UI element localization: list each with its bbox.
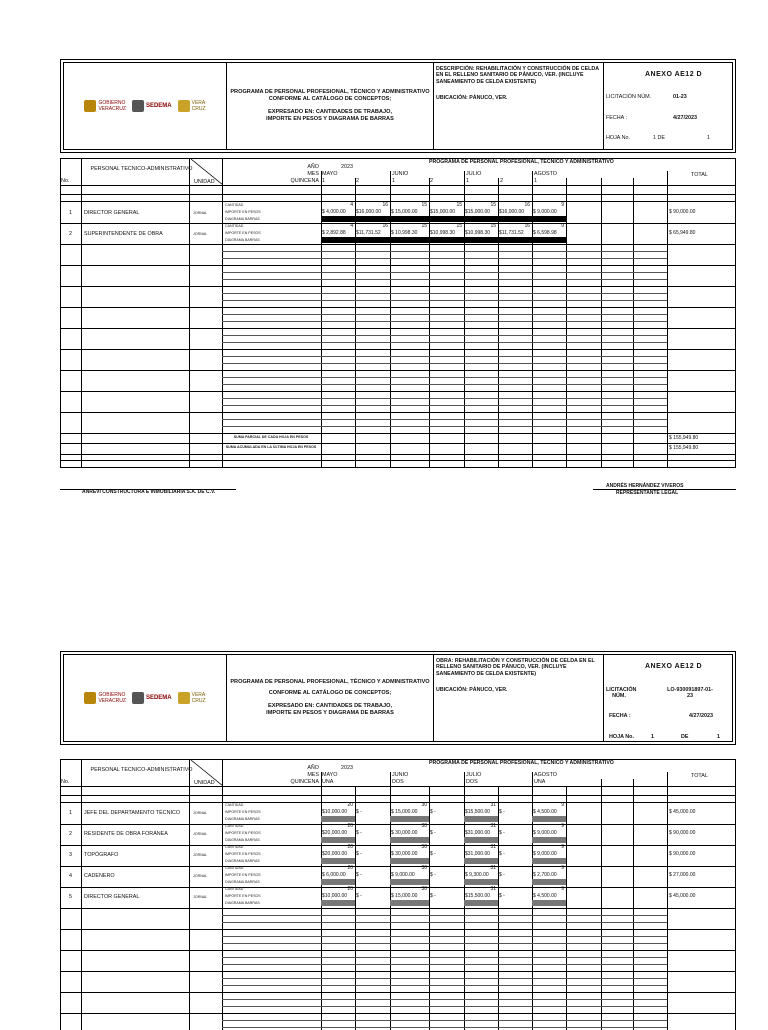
row3-bar-1 [321, 858, 355, 864]
row1-bar-2 [390, 816, 429, 822]
row4-imp-1: $ 6,000.00 [322, 872, 346, 878]
no-header: No. [61, 779, 70, 785]
anexo-label: ANEXO AE12 D [645, 663, 703, 670]
row2-no: 2 [69, 231, 72, 237]
row1-imp-5: $15,500.00 [465, 809, 491, 815]
logos [64, 655, 227, 741]
row1-name: DIRECTOR GENERAL [84, 210, 140, 216]
title-line-2: CONFORME AL CATÁLOGO DE CONCEPTOS; [268, 96, 392, 103]
row1-importe-label: IMPORTE EN PESOS [225, 210, 261, 214]
row5-imp-5: $15,500.00 [465, 893, 491, 899]
row1-bar-3 [464, 816, 498, 822]
row2-imp-3: $ 10,998.30 [391, 230, 418, 236]
row3-bar-4 [532, 858, 566, 864]
month-junio: JUNIO [392, 171, 409, 177]
quincena-2: 2 [356, 178, 359, 184]
rep-title: REPRESENTANTE LEGAL [616, 490, 679, 496]
sub-row-line [222, 384, 667, 385]
sub-row-line [222, 419, 667, 420]
row4-imp-6: $ - [499, 872, 505, 878]
month-julio: JULIO [466, 171, 482, 177]
suma-parcial-value: $ 155,949.80 [669, 435, 699, 441]
row2-total: $ 90,000.00 [669, 830, 696, 836]
row2-cant-1: 20 [347, 823, 353, 829]
hoja-value: 1 [651, 734, 654, 740]
expresado-line-2: IMPORTE EN PESOS Y DIAGRAMA DE BARRAS [266, 709, 394, 716]
row2-total: $ 65,949.80 [669, 230, 696, 236]
hoja-total: 1 [707, 135, 710, 141]
row4-imp-5: $ 9,300.00 [465, 872, 489, 878]
row2-cant-3: 30 [421, 823, 427, 829]
sub-row-line [222, 1020, 667, 1021]
row2-cant-7: 9 [561, 223, 564, 229]
ubicacion-text: UBICACIÓN: PÁNUCO, VER. [436, 687, 508, 694]
sheet-header [60, 59, 736, 153]
sub-row-line [222, 978, 667, 979]
sub-row-line [222, 272, 667, 273]
description-box [434, 655, 604, 741]
suma-parcial-label: SUMA PARCIAL DE CADA HOJA EN PESOS [233, 435, 309, 439]
row3-imp-4: $ - [430, 851, 436, 857]
row1-cant-3: 15 [421, 202, 427, 208]
row1-cant-5: 31 [490, 802, 496, 808]
row5-imp-4: $ - [430, 893, 436, 899]
row4-imp-2: $ - [356, 872, 362, 878]
sub-row-line [222, 915, 667, 916]
ano-value: 2023 [341, 164, 353, 170]
month-agosto: AGOSTO [534, 171, 557, 177]
row5-cant-1: 20 [347, 886, 353, 892]
quincena-3: 1 [392, 178, 395, 184]
row3-cant-5: 31 [490, 844, 496, 850]
row4-cant-7: 9 [561, 865, 564, 871]
row3-imp-1: $20,000.00 [322, 851, 348, 857]
month-agosto: AGOSTO [534, 772, 557, 778]
row2-imp-7: $ 6,598.98 [533, 230, 557, 236]
diagonal-line [191, 159, 223, 185]
month-mayo: MAYO [322, 772, 338, 778]
row2-bar [321, 237, 566, 243]
veracruz-gobierno-logo: GOBIERNO VERACRUZ [84, 692, 126, 704]
row1-cant-1: 4 [350, 202, 353, 208]
row3-name: TOPÓGRAFO [84, 852, 119, 858]
quincena-3: DOS [466, 779, 478, 785]
row4-cant-3: 30 [421, 865, 427, 871]
title-line-1: PROGRAMA DE PERSONAL PROFESIONAL, TÉCNICO Y ADMINISTRATIVO [230, 89, 430, 96]
quincena-label: QUINCENA [290, 779, 319, 785]
row2-bar-3 [464, 837, 498, 843]
row3-total: $ 90,000.00 [669, 851, 696, 857]
row1-cantidad-label: CANTIDAD [225, 803, 244, 807]
row2-cant-1: 4 [350, 223, 353, 229]
row3-imp-2: $ - [356, 851, 362, 857]
sedema-logo: SEDEMA [132, 100, 172, 112]
row3-imp-7: $ 9,000.00 [533, 851, 557, 857]
row1-cant-5: 15 [490, 202, 496, 208]
quincena-7: 1 [534, 178, 537, 184]
row1-name: JEFE DEL DEPARTAMENTO TÉCNICO [84, 810, 181, 816]
expresado-line-1: EXPRESADO EN: CANTIDADES DE TRABAJO, [267, 703, 392, 709]
row4-importe-label: IMPORTE EN PESOS [225, 873, 261, 877]
row2-importe-label: IMPORTE EN PESOS [225, 831, 261, 835]
row3-cantidad-label: CANTIDAD [225, 845, 244, 849]
row3-cant-1: 20 [347, 844, 353, 850]
quincena-4: 2 [430, 178, 433, 184]
row4-imp-7: $ 2,700.00 [533, 872, 557, 878]
total-header: TOTAL [691, 172, 708, 178]
row4-cant-1: 20 [347, 865, 353, 871]
row5-imp-6: $ - [499, 893, 505, 899]
sub-row-line [222, 943, 667, 944]
row1-total: $ 90,000.00 [669, 209, 696, 215]
row3-importe-label: IMPORTE EN PESOS [225, 852, 261, 856]
quincena-6: 2 [500, 178, 503, 184]
row5-bar-3 [464, 900, 498, 906]
quincena-2: DOS [392, 779, 404, 785]
row1-imp-1: $10,000.00 [322, 809, 348, 815]
sub-row-line [222, 377, 667, 378]
no-header: No. [61, 178, 70, 184]
row5-cantidad-label: CANTIDAD [225, 887, 244, 891]
row1-imp-1: $ 4,000.00 [322, 209, 346, 215]
sheet-header [60, 651, 736, 745]
row3-imp-3: $ 30,000.00 [391, 851, 418, 857]
row5-imp-7: $ 4,500.00 [533, 893, 557, 899]
orgullo-logo: VERA CRUZ [178, 692, 206, 704]
sub-row-line [222, 999, 667, 1000]
sub-row-line [222, 363, 667, 364]
row1-cant-7: 9 [561, 802, 564, 808]
quincena-1: 1 [322, 178, 325, 184]
sub-row-line [222, 426, 667, 427]
row3-diagrama-label: DIAGRAMA BARRAS [225, 859, 260, 863]
row5-total: $ 45,000.00 [669, 893, 696, 899]
ubicacion-text: UBICACIÓN: PÁNUCO, VER. [436, 95, 508, 102]
row2-diagrama-label: DIAGRAMA BARRAS [225, 838, 260, 842]
row1-imp-6: $16,000.00 [499, 209, 525, 215]
row4-unidad: JORNAL [193, 874, 208, 878]
row1-imp-7: $ 4,500.00 [533, 809, 557, 815]
row2-bar-2 [390, 837, 429, 843]
row5-bar-4 [532, 900, 566, 906]
row2-cantidad-label: CANTIDAD [225, 824, 244, 828]
row4-imp-3: $ 9,000.00 [391, 872, 415, 878]
personal-header: PERSONAL TECNICO-ADMINISTRATIVO [90, 767, 193, 773]
row5-diagrama-label: DIAGRAMA BARRAS [225, 901, 260, 905]
company-name: ANREVI CONSTRUCTORA E INMOBILIARIA S.A. DE C.V. [82, 489, 216, 495]
sub-row-line [222, 342, 667, 343]
row4-imp-4: $ - [430, 872, 436, 878]
quincena-4: UNA [534, 779, 546, 785]
row4-name: CADENERO [84, 873, 115, 879]
personnel-grid [60, 759, 736, 1030]
row5-no: 5 [69, 894, 72, 900]
info-box [605, 655, 732, 741]
row2-cant-5: 15 [490, 223, 496, 229]
row4-diagrama-label: DIAGRAMA BARRAS [225, 880, 260, 884]
personnel-grid [60, 158, 736, 468]
licitacion-label: LICITACIÓN NÚM. [606, 94, 652, 100]
row3-imp-5: $31,000.00 [465, 851, 491, 857]
month-junio: JUNIO [392, 772, 409, 778]
month-mayo: MAYO [322, 171, 338, 177]
sub-row-line [222, 957, 667, 958]
row2-cant-5: 31 [490, 823, 496, 829]
sub-row-line [222, 321, 667, 322]
licitacion-value: 01-23 [673, 94, 687, 100]
suma-acumulada-value: $ 155,949.80 [669, 445, 699, 451]
sub-row-line [222, 398, 667, 399]
row5-importe-label: IMPORTE EN PESOS [225, 894, 261, 898]
mes-label: MES [307, 772, 319, 778]
report-title [227, 63, 434, 149]
hoja-total: 1 [717, 734, 720, 740]
row1-imp-6: $ - [499, 809, 505, 815]
hoja-label: HOJA No. [609, 734, 634, 740]
row5-cant-7: 9 [561, 886, 564, 892]
unidad-header: UNIDAD [194, 780, 215, 786]
info-box [605, 63, 732, 149]
row2-imp-1: $ 2,892.88 [322, 230, 346, 236]
row3-no: 3 [69, 852, 72, 858]
quincena-1: UNA [322, 779, 334, 785]
row5-bar-1 [321, 900, 355, 906]
program-title: PROGRAMA DE PERSONAL PROFESIONAL, TECNICO Y ADMINISTRATIVO [429, 760, 614, 766]
row3-bar-3 [464, 858, 498, 864]
ano-value: 2023 [341, 765, 353, 771]
sub-row-line [222, 964, 667, 965]
hoja-de: DE [681, 734, 689, 740]
row2-cant-7: 9 [561, 823, 564, 829]
row1-unidad: JORNAL [193, 211, 208, 215]
description-box [434, 63, 604, 149]
month-julio: JULIO [466, 772, 482, 778]
row2-imp-2: $11,731.52 [356, 230, 381, 236]
licitacion-value: LO-930091897-01-23 [667, 687, 713, 699]
row2-imp-5: $10,998.30 [465, 230, 491, 236]
fecha-label: FECHA : [606, 115, 627, 121]
unidad-header: UNIDAD [194, 179, 215, 185]
row2-cant-3: 15 [421, 223, 427, 229]
row2-imp-2: $ - [356, 830, 362, 836]
row2-unidad: JORNAL [193, 832, 208, 836]
diagonal-line [191, 760, 223, 786]
row4-no: 4 [69, 873, 72, 879]
row1-cantidad-label: CANTIDAD [225, 203, 244, 207]
orgullo-logo: VERA CRUZ [178, 100, 206, 112]
row4-total: $ 27,000.00 [669, 872, 696, 878]
title-line-2: CONFORME AL CATÁLOGO DE CONCEPTOS; [268, 690, 392, 697]
row2-cant-2: 16 [382, 223, 388, 229]
fecha-value: 4/27/2023 [689, 713, 713, 719]
row1-cant-4: 15 [456, 202, 462, 208]
row3-cant-7: 9 [561, 844, 564, 850]
report-title [227, 655, 434, 741]
row3-unidad: JORNAL [193, 853, 208, 857]
sub-row-line [222, 293, 667, 294]
row3-imp-6: $ - [499, 851, 505, 857]
row1-bar-4 [532, 816, 566, 822]
row4-cant-5: 31 [490, 865, 496, 871]
title-line-1: PROGRAMA DE PERSONAL PROFESIONAL, TÉCNICO Y ADMINISTRATIVO [230, 679, 430, 686]
sub-row-line [222, 985, 667, 986]
row2-unidad: JORNAL [193, 232, 208, 236]
row5-imp-1: $10,000.00 [322, 893, 348, 899]
row5-cant-3: 30 [421, 886, 427, 892]
row2-imp-6: $ - [499, 830, 505, 836]
row1-diagrama-label: DIAGRAMA BARRAS [225, 217, 260, 221]
row1-imp-4: $15,000.00 [430, 209, 456, 215]
row1-cant-1: 20 [347, 802, 353, 808]
row4-bar-2 [390, 879, 429, 885]
sub-row-line [222, 258, 667, 259]
row2-name: SUPERINTENDENTE DE OBRA [84, 231, 163, 237]
veracruz-gobierno-logo: GOBIERNO VERACRUZ [84, 100, 126, 112]
quincena-label: QUINCENA [290, 178, 319, 184]
row1-imp-3: $ 15,000.00 [391, 209, 418, 215]
sub-row-line [222, 405, 667, 406]
sub-row-line [222, 1006, 667, 1007]
mes-label: MES [307, 171, 319, 177]
row5-unidad: JORNAL [193, 895, 208, 899]
expresado-line-1: EXPRESADO EN: CANTIDADES DE TRABAJO, [267, 109, 392, 115]
fecha-value: 4/27/2023 [673, 115, 697, 121]
sub-row-line [222, 335, 667, 336]
row1-imp-7: $ 9,000.00 [533, 209, 557, 215]
row1-bar-1 [321, 816, 355, 822]
logos [64, 63, 227, 149]
sub-row-line [222, 1027, 667, 1028]
sub-row-line [222, 251, 667, 252]
sub-row-line [222, 300, 667, 301]
expresado-line-2: IMPORTE EN PESOS Y DIAGRAMA DE BARRAS [266, 115, 394, 122]
row1-unidad: JORNAL [193, 811, 208, 815]
row1-cant-6: 16 [524, 202, 530, 208]
row1-cant-2: 16 [382, 202, 388, 208]
ano-label: AÑO [307, 765, 319, 771]
row1-total: $ 45,000.00 [669, 809, 696, 815]
row2-name: RESIDENTE DE OBRA FORÁNEA [84, 831, 168, 837]
row5-cant-5: 31 [490, 886, 496, 892]
row2-importe-label: IMPORTE EN PESOS [225, 231, 261, 235]
fecha-label: FECHA : [609, 713, 631, 719]
sub-row-line [222, 356, 667, 357]
row3-bar-2 [390, 858, 429, 864]
row2-imp-7: $ 9,000.00 [533, 830, 557, 836]
row5-bar-2 [390, 900, 429, 906]
hoja-label: HOJA No. [606, 135, 630, 141]
row1-no: 1 [69, 810, 72, 816]
row2-diagrama-label: DIAGRAMA BARRAS [225, 238, 260, 242]
row2-bar-1 [321, 837, 355, 843]
row2-cant-4: 15 [456, 223, 462, 229]
row1-imp-2: $ - [356, 809, 362, 815]
row2-bar-4 [532, 837, 566, 843]
description-text: OBRA: REHABILITACIÓN Y CONSTRUCCIÓN DE CELDA EN EL RELLENO SANITARIO DE PÁNUCO, VER. (INCLUYE SANEAMIENTO DE CELDA EXISTENTE) [436, 658, 595, 677]
licitacion-label: LICITACIÓN NÚM. [606, 687, 637, 699]
anexo-label: ANEXO AE12 D [645, 71, 703, 78]
sub-row-line [222, 279, 667, 280]
sub-row-line [222, 936, 667, 937]
row4-bar-4 [532, 879, 566, 885]
row5-imp-2: $ - [356, 893, 362, 899]
sub-row-line [222, 922, 667, 923]
row1-diagrama-label: DIAGRAMA BARRAS [225, 817, 260, 821]
personal-header: PERSONAL TECNICO-ADMINISTRATIVO [90, 166, 193, 172]
sedema-logo: SEDEMA [132, 692, 172, 704]
row1-imp-3: $ 15,000.00 [391, 809, 418, 815]
row2-no: 2 [69, 831, 72, 837]
row4-bar-1 [321, 879, 355, 885]
program-title: PROGRAMA DE PERSONAL PROFESIONAL, TECNICO Y ADMINISTRATIVO [429, 159, 614, 165]
quincena-5: 1 [466, 178, 469, 184]
row1-imp-5: $15,000.00 [465, 209, 491, 215]
row1-bar [321, 216, 566, 222]
sub-row-line [222, 314, 667, 315]
row2-imp-4: $ - [430, 830, 436, 836]
row2-imp-6: $11,731.52 [499, 230, 524, 236]
row5-name: DIRECTOR GENERAL [84, 894, 140, 900]
row1-imp-4: $ - [430, 809, 436, 815]
row1-imp-2: $16,000.00 [356, 209, 382, 215]
row1-cant-7: 9 [561, 202, 564, 208]
rep-name: ANDRÉS HERNÁNDEZ VIVEROS [606, 483, 684, 489]
row1-cant-3: 30 [421, 802, 427, 808]
hoja-value: 1 DE [653, 135, 665, 141]
row3-cant-3: 30 [421, 844, 427, 850]
row1-no: 1 [69, 210, 72, 216]
row2-cantidad-label: CANTIDAD [225, 224, 244, 228]
row1-importe-label: IMPORTE EN PESOS [225, 810, 261, 814]
row2-imp-4: $10,998.30 [430, 230, 456, 236]
row2-imp-3: $ 30,000.00 [391, 830, 418, 836]
row2-imp-1: $20,000.00 [322, 830, 348, 836]
suma-acumulada-label: SUMA ACUMULADA EN LA ÚLTIMA HOJA EN PESOS [225, 445, 317, 449]
ano-label: AÑO [307, 164, 319, 170]
row2-imp-5: $31,000.00 [465, 830, 491, 836]
total-header: TOTAL [691, 773, 708, 779]
row5-imp-3: $ 15,000.00 [391, 893, 418, 899]
row4-cantidad-label: CANTIDAD [225, 866, 244, 870]
row4-bar-3 [464, 879, 498, 885]
row2-cant-6: 16 [524, 223, 530, 229]
description-text: DESCRIPCIÓN: REHABILITACIÓN Y CONSTRUCCIÓN DE CELDA EN EL RELLENO SANITARIO DE PÁNUCO, VER. (INCLUYE SANEAMIENTO DE CELDA EXISTENTE) [436, 66, 599, 85]
